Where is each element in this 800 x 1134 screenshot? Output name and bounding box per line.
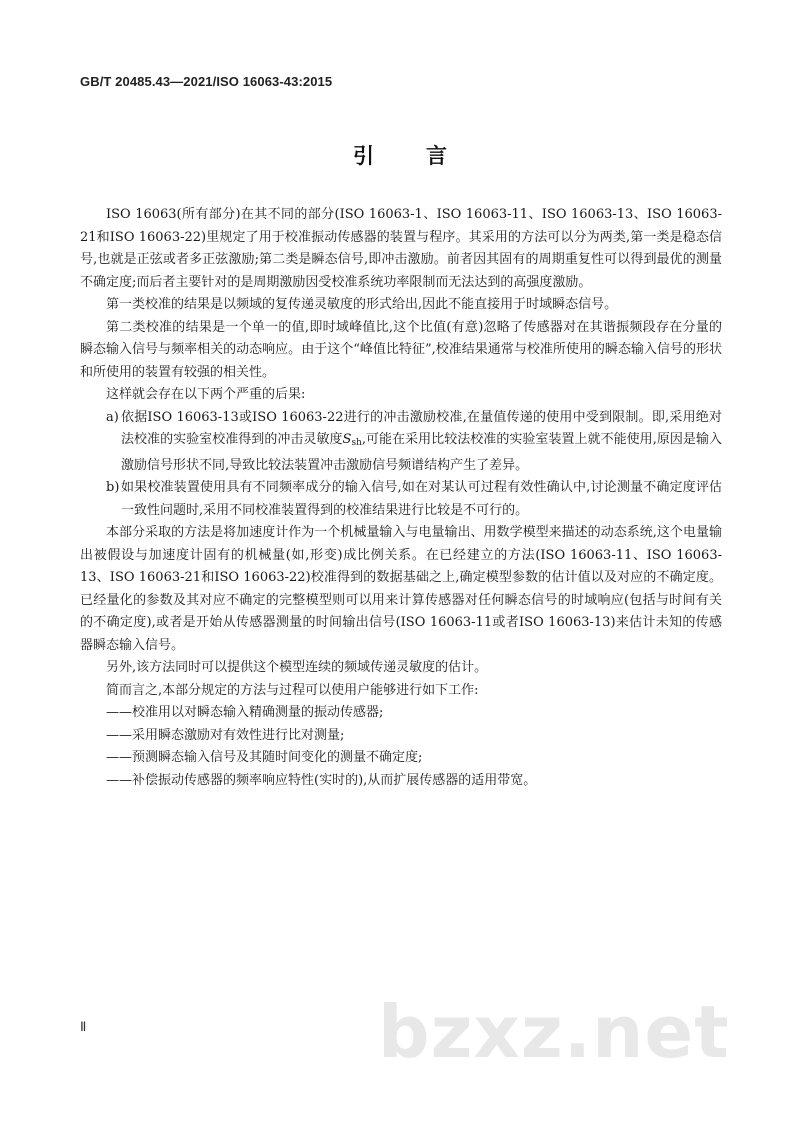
- paragraph: 这样就会存在以下两个严重的后果:: [106, 387, 306, 402]
- paragraph: 第一类校准的结果是以频域的复传递灵敏度的形式给出,因此不能直接用于时域瞬态信号。: [106, 297, 618, 312]
- paragraph: 第二类校准的结果是一个单一的值,即时域峰值比,这个比值(有意)忽略了传感器对在其谐振频段存在分量的瞬态输入信号与频率相关的动态响应。由于这个“峰值比特征”,校准结果通常与校准所使用的瞬态输入信号的形状和所使用的装置有较强的相关性。: [80, 319, 722, 380]
- list-label: b): [106, 480, 120, 495]
- page-title: 引言: [353, 144, 499, 168]
- watermark: bzxz.net: [378, 990, 730, 1074]
- list-label: a): [106, 409, 119, 425]
- symbol-subscript: sh: [351, 438, 362, 448]
- standard-header: GB/T 20485.43—2021/ISO 16063-43:2015: [80, 74, 333, 89]
- page-number: Ⅱ: [80, 1019, 87, 1034]
- symbol: S: [342, 432, 352, 447]
- dash-item: ——采用瞬态激励对有效性进行比对测量;: [106, 727, 345, 743]
- paragraph: 另外,该方法同时可以提供这个模型连续的频域传递灵敏度的估计。: [106, 660, 488, 675]
- paragraph: ISO 16063(所有部分)在其不同的部分(ISO 16063-1、ISO 16063-11、ISO 16063-13、ISO 16063-21和ISO 16063-22)里规定了用于校准振动传感器的装置与程序。其采用的方法可以分为两类,第一类是稳态信号,也就是正弦或者多正弦激励;第二类是瞬态信号,即冲击激励。前者因其固有的周期重复性可以得到最优的测量不确定度;而后者主要针对的是周期激励因受校准系统功率限制而无法达到的高强度激励。: [80, 207, 722, 290]
- dash-item: ——补偿振动传感器的频率响应特性(实时的),从而扩展传感器的适用带宽。: [106, 772, 537, 788]
- list-text: ,可能在采用比较法校准的实验室装置上就不能使用,原因是输入激励信号形状不同,导致比较法装置冲击激励信号频谱结构产生了差异。: [121, 432, 722, 473]
- paragraph: 简而言之,本部分规定的方法与过程可以使用户能够进行如下工作:: [106, 682, 479, 698]
- list-text: 如果校准装置使用具有不同频率成分的输入信号,如在对某认可过程有效性确认中,讨论测量不确定度评估一致性问题时,采用不同校准装置得到的校准结果进行比较是不可行的。: [121, 480, 722, 518]
- dash-item: ——校准用以对瞬态输入精确测量的振动传感器;: [106, 705, 384, 720]
- dash-item: ——预测瞬态输入信号及其随时间变化的测量不确定度;: [106, 750, 423, 765]
- list-item-a: [80, 407, 722, 478]
- paragraph: 本部分采取的方法是将加速度计作为一个机械量输入与电量输出、用数学模型来描述的动态系统,这个电量输出被假设与加速度计固有的机械量(如,形变)成比例关系。在已经建立的方法(ISO 16063-11、ISO 16063-13、ISO 16063-21和ISO 16063-22)校准得到的数据基础之上,确定模型参数的估计值以及对应的不确定度。已经量化的参数及其对应不确定的完整模型则可以用来计算传感器对任何瞬态信号的时域响应(包括与时间有关的不确定度),或者是开始从传感器测量的时间输出信号(ISO 16063-11或者ISO 16063-13)来估计未知的传感器瞬态输入信号。: [80, 525, 722, 653]
- list-item-b: [80, 477, 722, 522]
- list-text: 依据ISO 16063-13或ISO 16063-22进行的冲击激励校准,在量值传递的使用中受到限制。即,采用绝对法校准的实验室校准得到的冲击灵敏度: [121, 409, 722, 447]
- document-body: [80, 204, 722, 792]
